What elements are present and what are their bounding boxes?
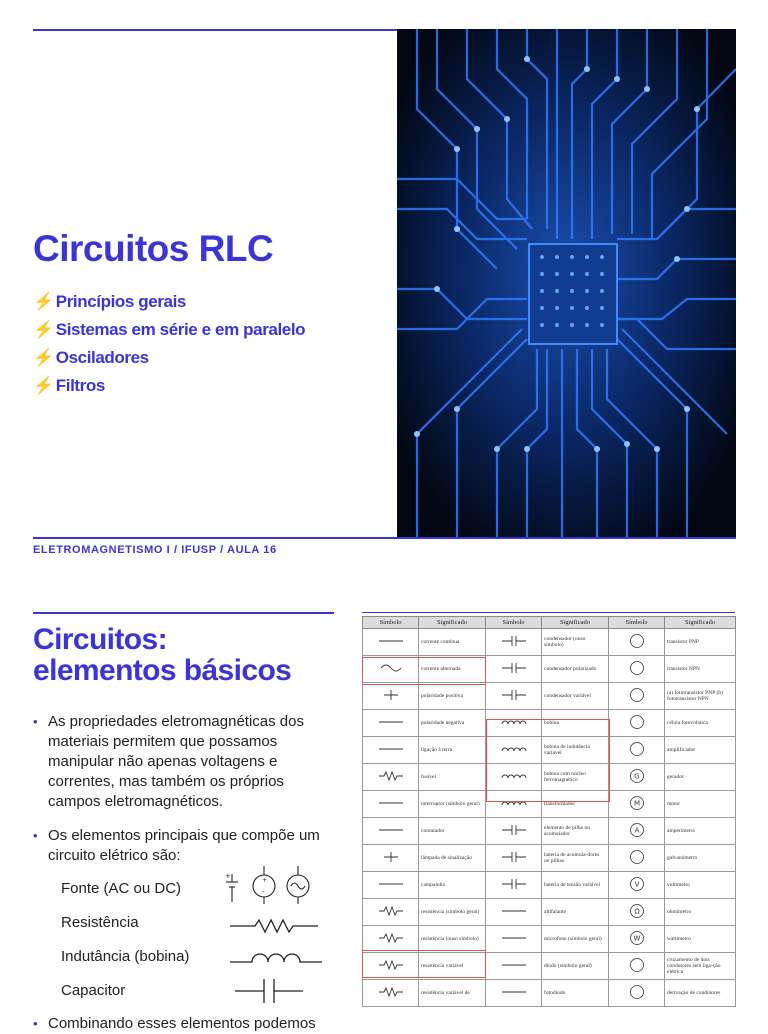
symbol-cell: [609, 818, 665, 845]
topic-label: Filtros: [55, 376, 105, 395]
table-header: Significado: [542, 617, 609, 629]
topic-label: Princípios gerais: [55, 292, 186, 311]
cross-icon: [376, 850, 406, 864]
lightning-icon: ⚡: [33, 320, 54, 339]
bullet-item: [33, 826, 333, 866]
meter-letter: M: [633, 799, 640, 808]
slide1-title: Circuitos RLC: [33, 228, 274, 269]
table-header: Símbolo: [363, 617, 419, 629]
svg-text:+: +: [262, 877, 268, 884]
meaning-cell: galvanómetro: [665, 845, 736, 872]
symbol-cell: [363, 737, 419, 764]
symbol-cell: [486, 818, 542, 845]
svg-text:+: +: [225, 872, 231, 880]
cap-icon: [499, 877, 529, 891]
meaning-cell: ligação à terra: [419, 737, 486, 764]
element-inductance-label: Indutância (bobina): [61, 948, 190, 965]
meter-icon: [629, 741, 645, 757]
meaning-cell: ohmímetro: [665, 899, 736, 926]
meaning-cell: resistência (símbolo geral): [419, 899, 486, 926]
lightning-icon: ⚡: [33, 348, 54, 367]
symbol-cell: [609, 845, 665, 872]
meaning-cell: (a) fototransistor PNP (b) fototransistor NPN: [665, 683, 736, 710]
meaning-cell: lâmpada de sinalização: [419, 845, 486, 872]
meaning-cell: microfone (símbolo geral): [542, 926, 609, 953]
line-icon: [376, 877, 406, 891]
meter-icon: [629, 768, 645, 784]
line-icon: [499, 985, 529, 999]
symbol-cell: [609, 683, 665, 710]
meter-icon: [629, 903, 645, 919]
meaning-cell: bobina: [542, 710, 609, 737]
meter-icon: [629, 957, 645, 973]
res-icon: [376, 985, 406, 999]
highlight-box: [486, 719, 610, 802]
symbol-cell: [609, 926, 665, 953]
meaning-cell: transistor NPN: [665, 656, 736, 683]
meter-letter: A: [634, 826, 639, 835]
symbol-cell: [363, 683, 419, 710]
cap-icon: [499, 850, 529, 864]
table-row: [363, 683, 736, 710]
meaning-cell: interruptor (símbolo geral): [419, 791, 486, 818]
capacitor-symbol-icon: [235, 976, 305, 1006]
bullet-text: Os elementos principais que compõe um circuito elétrico são:: [48, 827, 320, 864]
table-header: Símbolo: [486, 617, 542, 629]
slide2-top-rule: [33, 612, 334, 614]
topic-item: [33, 316, 305, 344]
inductor-symbol-icon: [230, 950, 322, 966]
topic-item: [33, 288, 305, 316]
meaning-cell: amperímetro: [665, 818, 736, 845]
meaning-cell: comutador: [419, 818, 486, 845]
bullet-icon: •: [33, 714, 38, 729]
meaning-cell: amplificador: [665, 737, 736, 764]
bullet-item: [33, 712, 333, 812]
meaning-cell: resistência variável de: [419, 980, 486, 1007]
meaning-cell: fotodíodo: [542, 980, 609, 1007]
table-row: [363, 899, 736, 926]
symbol-cell: [363, 980, 419, 1007]
slide2-title-line2: elementos básicos: [33, 654, 292, 687]
symbol-cell: [363, 926, 419, 953]
meaning-cell: wattímetro: [665, 926, 736, 953]
bullet-icon: •: [33, 828, 38, 843]
meaning-cell: fusível: [419, 764, 486, 791]
meaning-cell: derivação de condutores: [665, 980, 736, 1007]
meter-letter: G: [633, 772, 640, 781]
svg-text:-: -: [262, 888, 265, 896]
bullet-item: [33, 1014, 333, 1034]
line-icon: [376, 823, 406, 837]
slide1-footer: ELETROMAGNETISMO I / IFUSP / AULA 16: [33, 544, 277, 556]
line-icon: [499, 904, 529, 918]
symbol-cell: [609, 953, 665, 980]
symbol-cell: [609, 764, 665, 791]
symbol-cell: [486, 980, 542, 1007]
meter-letter: W: [633, 934, 640, 943]
bullet-text: As propriedades eletromagnéticas dos materiais permitem que possamos manipular não apenas voltagens e correntes, mas também os próprios campos eletromagnéticos.: [48, 713, 304, 810]
meaning-cell: transformador: [542, 791, 609, 818]
meter-icon: [629, 822, 645, 838]
cross-icon: [376, 688, 406, 702]
element-resistance-label: Resistência: [61, 914, 139, 931]
topic-label: Sistemas em série e em paralelo: [55, 320, 306, 339]
meaning-cell: corrente contínua: [419, 629, 486, 656]
lightning-icon: ⚡: [33, 292, 54, 311]
symbol-cell: [609, 791, 665, 818]
topic-list: [33, 288, 305, 400]
cap-icon: [499, 823, 529, 837]
symbol-cell: [486, 953, 542, 980]
table-header: Significado: [665, 617, 736, 629]
topic-label: Osciladores: [55, 348, 149, 367]
symbol-cell: [363, 899, 419, 926]
slide1-bottom-rule: [33, 537, 736, 539]
symbol-cell: [363, 629, 419, 656]
meaning-cell: polaridade positiva: [419, 683, 486, 710]
source-symbols-icon: [222, 864, 317, 906]
meter-icon: [629, 930, 645, 946]
meaning-cell: voltímetro: [665, 872, 736, 899]
table-row: [363, 872, 736, 899]
meaning-cell: bobina com núcleo ferromagnético: [542, 764, 609, 791]
meaning-cell: bateria de tensão variável: [542, 872, 609, 899]
res-icon: [376, 769, 406, 783]
slide1-top-rule: [33, 29, 397, 31]
table-row: [363, 926, 736, 953]
meter-icon: [629, 876, 645, 892]
meaning-cell: transistor PNP: [665, 629, 736, 656]
lightning-icon: ⚡: [33, 376, 54, 395]
symbol-cell: [486, 683, 542, 710]
meter-icon: [629, 795, 645, 811]
symbol-cell: [609, 629, 665, 656]
meaning-cell: elemento de pilha ou acumulador: [542, 818, 609, 845]
highlight-box: [362, 657, 486, 685]
cap-icon: [499, 688, 529, 702]
symbol-cell: [363, 710, 419, 737]
circuit-board-photo: [397, 29, 736, 538]
symbol-cell: [486, 899, 542, 926]
meaning-cell: polaridade negativa: [419, 710, 486, 737]
table-row: [363, 980, 736, 1007]
meaning-cell: resistência variável: [419, 953, 486, 980]
slide2-table-rule: [362, 612, 735, 613]
meter-icon: [629, 687, 645, 703]
slide2-title: [33, 624, 291, 686]
table-header-row: [363, 617, 736, 629]
table-row: [363, 845, 736, 872]
meaning-cell: motor: [665, 791, 736, 818]
meter-icon: [629, 633, 645, 649]
element-source-label: Fonte (AC ou DC): [61, 880, 182, 897]
symbol-cell: [363, 764, 419, 791]
bullet-text: Combinando esses elementos podemos: [48, 1015, 316, 1032]
table-row: [363, 629, 736, 656]
meaning-cell: corrente alternada: [419, 656, 486, 683]
symbol-cell: [363, 791, 419, 818]
line-icon: [499, 958, 529, 972]
res-icon: [376, 931, 406, 945]
cap-icon: [499, 661, 529, 675]
symbol-cell: [609, 899, 665, 926]
meaning-cell: bateria de acumula-dores ou pilhas: [542, 845, 609, 872]
meaning-cell: condensador polarizado: [542, 656, 609, 683]
symbol-cell: [486, 926, 542, 953]
meaning-cell: condensador variável: [542, 683, 609, 710]
meaning-cell: cruzamento de dois condutores sem liga-ção elétrica: [665, 953, 736, 980]
meaning-cell: altifalante: [542, 899, 609, 926]
meter-icon: [629, 660, 645, 676]
meter-letter: V: [634, 880, 639, 889]
line-icon: [376, 796, 406, 810]
symbol-cell: [609, 872, 665, 899]
line-icon: [376, 715, 406, 729]
meaning-cell: gerador: [665, 764, 736, 791]
meter-letter: Ω: [633, 907, 640, 916]
slide2-title-line1: Circuitos:: [33, 623, 168, 656]
res-icon: [376, 904, 406, 918]
circuit-board-illustration: [397, 29, 736, 538]
highlight-box: [362, 950, 486, 978]
symbol-cell: [486, 629, 542, 656]
element-capacitor-label: Capacitor: [61, 982, 126, 999]
symbol-cell: [363, 872, 419, 899]
meaning-cell: resistência (ouso símbolo): [419, 926, 486, 953]
topic-item: [33, 344, 305, 372]
meter-icon: [629, 984, 645, 1000]
symbol-cell: [609, 656, 665, 683]
resistor-symbol-icon: [230, 918, 320, 934]
cap-icon: [499, 634, 529, 648]
symbol-cell: [363, 845, 419, 872]
symbol-cell: [609, 710, 665, 737]
symbol-cell: [609, 737, 665, 764]
meaning-cell: condensador (ouso símbolo): [542, 629, 609, 656]
table-header: Significado: [419, 617, 486, 629]
meter-icon: [629, 714, 645, 730]
line-icon: [376, 742, 406, 756]
meter-icon: [629, 849, 645, 865]
meaning-cell: célula fotovoltaica: [665, 710, 736, 737]
table-header: Símbolo: [609, 617, 665, 629]
symbol-cell: [486, 845, 542, 872]
symbol-cell: [609, 980, 665, 1007]
table-row: [363, 818, 736, 845]
line-icon: [499, 931, 529, 945]
bullet-icon: •: [33, 1016, 38, 1031]
symbol-cell: [486, 872, 542, 899]
meaning-cell: campainha: [419, 872, 486, 899]
symbol-cell: [486, 656, 542, 683]
meaning-cell: díodo (símbolo geral): [542, 953, 609, 980]
symbol-cell: [363, 818, 419, 845]
meaning-cell: bobina de indutância variável: [542, 737, 609, 764]
topic-item: [33, 372, 305, 400]
line-icon: [376, 634, 406, 648]
